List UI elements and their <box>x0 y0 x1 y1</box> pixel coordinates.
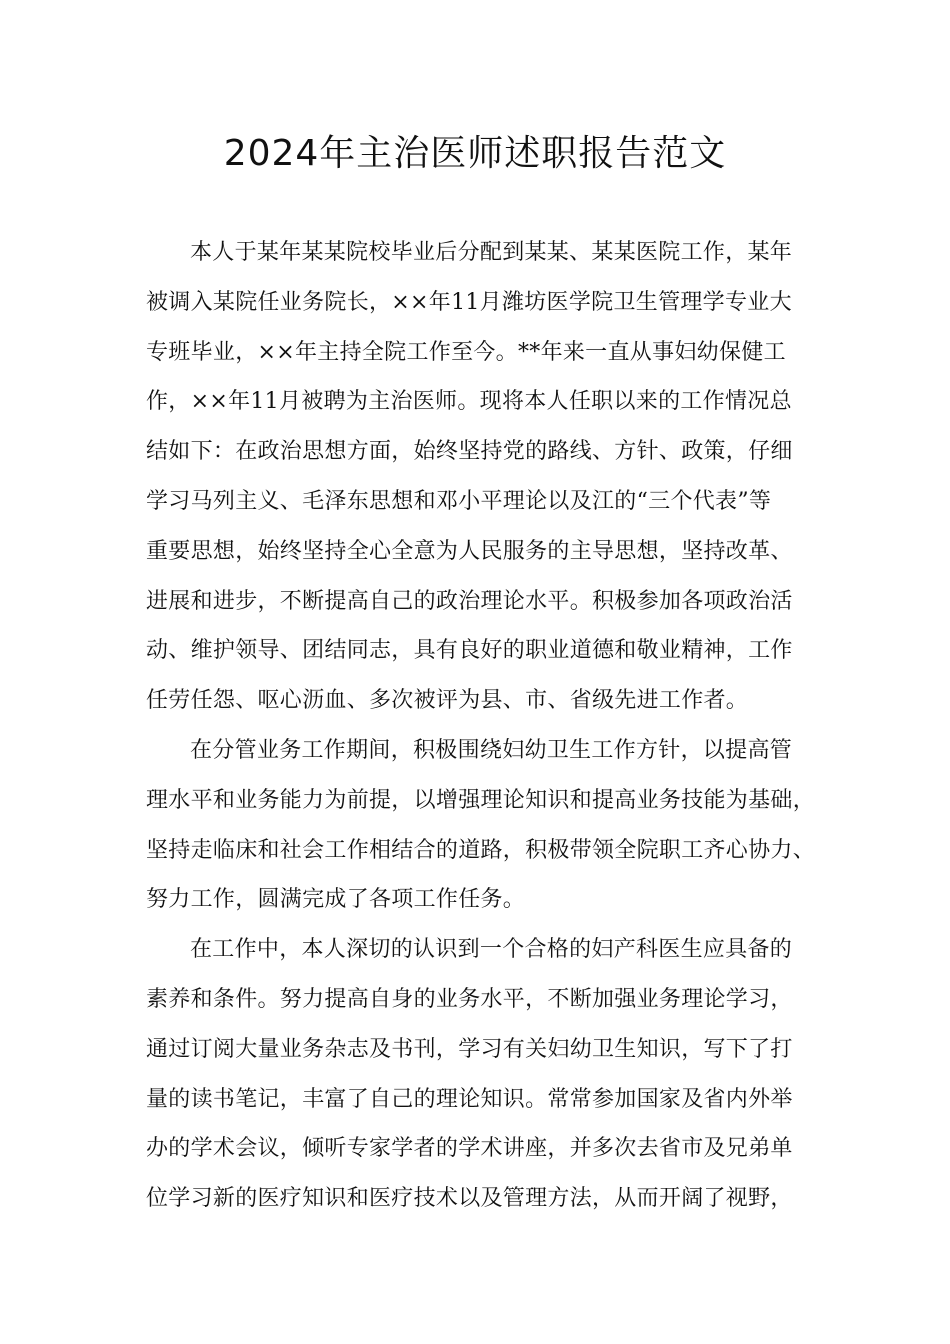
body-line: 在分管业务工作期间，积极围绕妇幼卫生工作方针，以提高管 <box>190 737 793 763</box>
body-line: 本人于某年某某院校毕业后分配到某某、某某医院工作，某年 <box>190 240 793 265</box>
body-line: 作，××年11月被聘为主治医师。现将本人任职以来的工作情况总 <box>146 389 792 415</box>
body-line: 在工作中，本人深切的认识到一个合格的妇产科医生应具备的 <box>190 937 793 963</box>
body-line: 动、维护领导、团结同志，具有良好的职业道德和敬业精神，工作 <box>146 638 793 664</box>
body-line: 通过订阅大量业务杂志及书刊，学习有关妇幼卫生知识，写下了打 <box>146 1036 793 1062</box>
body-line: 进展和进步，不断提高自己的政治理论水平。积极参加各项政治活 <box>146 588 793 614</box>
body-line: 办的学术会议，倾听专家学者的学术讲座，并多次去省市及兄弟单 <box>146 1136 793 1162</box>
body-line: 结如下：在政治思想方面，始终坚持党的路线、方针、政策，仔细 <box>146 439 793 465</box>
body-line: 努力工作，圆满完成了各项工作任务。 <box>146 887 526 913</box>
body-line: 任劳任怨、呕心沥血、多次被评为县、市、省级先进工作者。 <box>146 688 749 714</box>
body-line: 坚持走临床和社会工作相结合的道路，积极带领全院职工齐心协力、 <box>146 837 816 863</box>
body-line: 重要思想，始终坚持全心全意为人民服务的主导思想，坚持改革、 <box>146 538 793 564</box>
body-line: 被调入某院任业务院长，××年11月潍坊医学院卫生管理学专业大 <box>146 289 792 315</box>
document-body <box>146 228 826 1224</box>
body-line: 素养和条件。努力提高自身的业务水平，不断加强业务理论学习， <box>146 986 793 1012</box>
body-line: 专班毕业，××年主持全院工作至今。**年来一直从事妇幼保健工 <box>146 339 786 365</box>
document-title: 2024年主治医师述职报告范文 <box>223 133 727 174</box>
body-line: 理水平和业务能力为前提，以增强理论知识和提高业务技能为基础， <box>146 787 816 813</box>
body-line: 量的读书笔记，丰富了自己的理论知识。常常参加国家及省内外举 <box>146 1086 793 1112</box>
body-line: 位学习新的医疗知识和医疗技术以及管理方法，从而开阔了视野， <box>146 1186 793 1212</box>
body-line: 学习马列主义、毛泽东思想和邓小平理论以及江的“三个代表”等 <box>146 488 772 514</box>
